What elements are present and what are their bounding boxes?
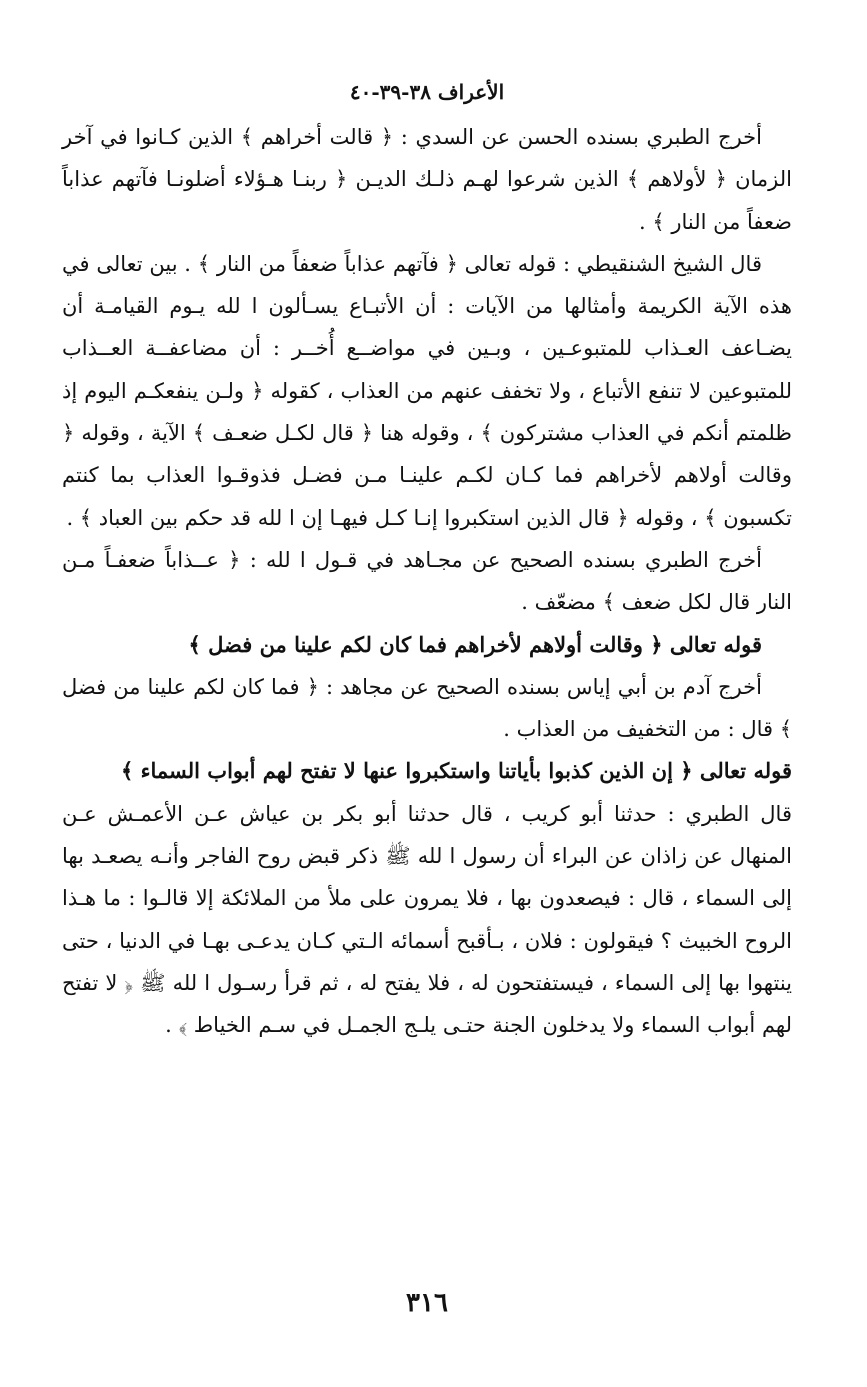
paragraph-tabari-suddi: أخرج الطبري بسنده الحسن عن السدي : ﴿ قالت أخراهم ﴾ الذين كـانوا في آخر الزمان ﴿ لأولاهم ﴾ الذين شرعوا لهـم ذلـك الديـن ﴿ ربنـا هـؤلاء أضلونـا فآتهم عذاباً ضعفاً من النار ﴾ . (62, 125, 792, 234)
paragraph-adam-mujahid: أخرج آدم بن أبي إياس بسنده الصحيح عن مجاهد : ﴿ فما كان لكم علينا من فضل ﴾ قال : من التخفيف من العذاب . (62, 674, 792, 742)
verse-heading-1: قوله تعالى ﴿ وقالت أولاهم لأخراهم فما كان لكم علينا من فضل ﴾ (188, 631, 762, 657)
verse-heading-2: قوله تعالى ﴿ إن الذين كذبوا بأياتنا واستكبروا عنها لا تفتح لهم أبواب السماء ﴾ (121, 758, 792, 784)
paragraph-tabari-mujahid: أخرج الطبري بسنده الصحيح عن مجـاهد في قـول ا لله : ﴿ عــذاباً ضعفـاً مـن النار قال لكل ضعف ﴾ مضعّف . (62, 547, 792, 615)
paragraph-tabari-hadith: قال الطبري : حدثنا أبو كريب ، قال حدثنا أبو بكر بن عياش عـن الأعمـش عـن المنهال عن زاذان عن البراء أن رسول ا لله ﷺ ذكر قبض روح الفاجر وأنـه يصعـد بها إلى السماء ، قال : فيصعدون بها ، فلا يمرون على ملأ من الملائكة إلا قالـوا : ما هـذا الروح الخبيث ؟ فيقولون : فلان ، بـأقبح أسمائه الـتي كـان يدعـى بهـا في الدنيا ، حتى ينتهوا بها إلى السماء ، فيستفتحون له ، فلا يفتح له ، ثم قرأ رسـول ا لله ﷺ ﴿ لا تفتح لهم أبواب السماء ولا يدخلون الجنة حتـى يلـج الجمـل في سـم الخياط ﴾ . (62, 801, 792, 1038)
paragraph-shanqiti: قال الشيخ الشنقيطي : قوله تعالى ﴿ فآتهم عذاباً ضعفاً من النار ﴾ . بين تعالى في هذه الآية الكريمة وأمثالها من الآيات : أن الأتبـاع يسـألون ا لله يـوم القيامـة أن يضـاعف العـذاب للمتبوعـين ، وبـين في مواضــع أُخــر : أن مضاعفــة العــذاب للمتبوعين لا تنفع الأتباع ، ولا تخفف عنهم من العذاب ، كقوله ﴿ ولـن ينفعكـم اليوم إذ ظلمتم أنكم في العذاب مشتركون ﴾ ، وقوله هنا ﴿ قال لكـل ضعـف ﴾ الآية ، وقوله ﴿ وقالت أولاهم لأخراهم فما كـان لكـم علينـا مـن فضـل فذوقـوا العذاب بما كنتم تكسبون ﴾ ، وقوله ﴿ قال الذين استكبروا إنـا كـل فيهـا إن ا لله قد حكم بين العباد ﴾ . (62, 251, 792, 530)
document-page (62, 0, 792, 1387)
running-header: الأعراف ٣٨-٣٩-٤٠ (349, 80, 505, 104)
page-number: ٣١٦ (406, 1288, 448, 1318)
page-body (62, 116, 792, 1047)
